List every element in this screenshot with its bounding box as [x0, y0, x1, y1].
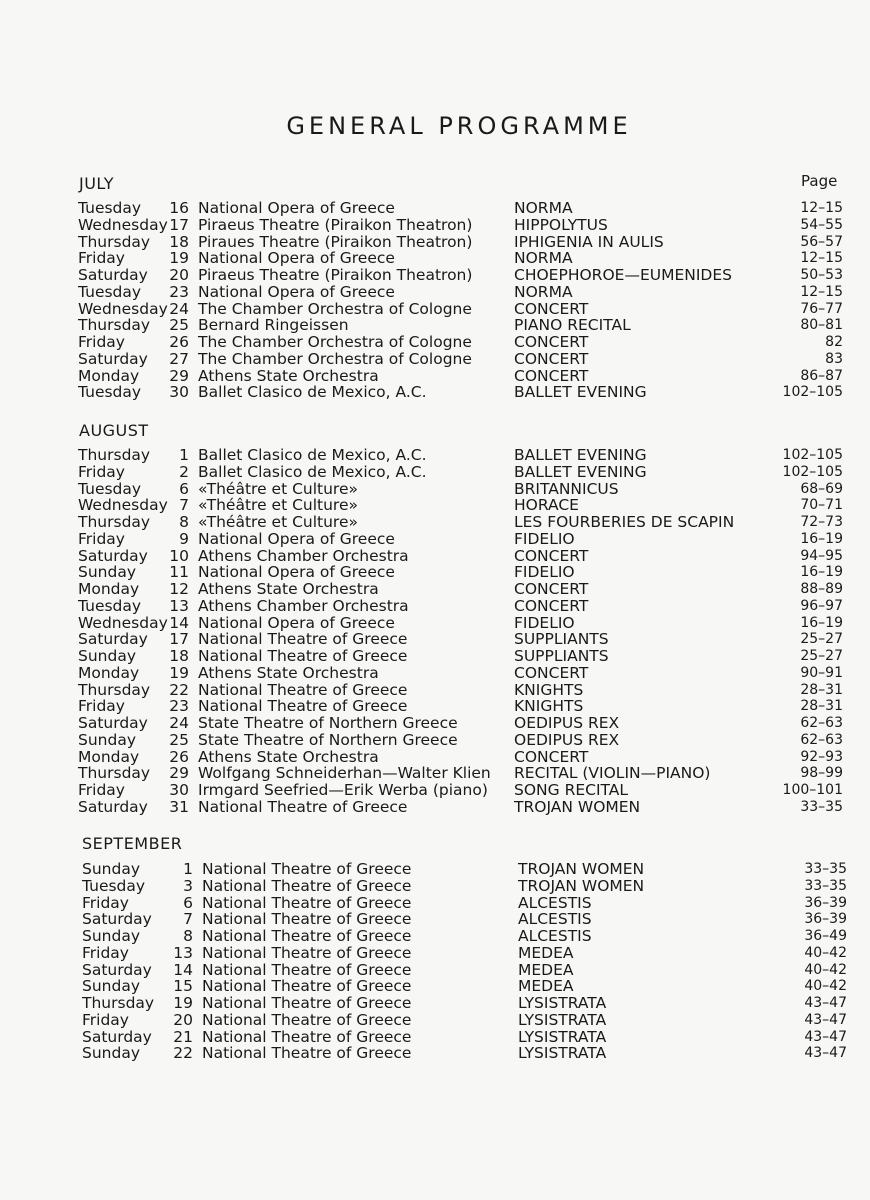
event-venue: Ballet Clasico de Mexico, A.C.: [198, 446, 427, 464]
event-pages: 12–15: [800, 250, 843, 267]
event-row: [78, 464, 848, 481]
event-programme: LYSISTRATA: [518, 1044, 607, 1063]
event-pages: 33–35: [800, 798, 843, 815]
event-programme: CONCERT: [514, 596, 589, 615]
event-day: Tuesday: [78, 199, 142, 217]
event-row: [82, 895, 852, 912]
event-row: [78, 531, 848, 548]
event-pages: 86–87: [800, 367, 843, 384]
event-pages: 12–15: [800, 200, 843, 216]
event-programme: BRITANNICUS: [514, 479, 619, 498]
event-programme: BALLET EVENING: [514, 446, 647, 464]
event-date: 11: [169, 563, 189, 582]
event-pages: 25–27: [800, 631, 843, 648]
event-pages: 16–19: [800, 530, 843, 547]
september-event-list: [82, 861, 852, 1062]
event-venue: National Opera of Greece: [198, 563, 395, 582]
event-venue: National Opera of Greece: [198, 613, 395, 632]
event-pages: 40–42: [804, 961, 847, 978]
event-pages: 40–42: [804, 978, 847, 995]
event-pages: 16–19: [800, 564, 843, 581]
event-pages: 16–19: [800, 614, 843, 631]
event-day: Monday: [78, 580, 140, 598]
event-venue: Athens State Orchestra: [198, 366, 379, 385]
event-venue: Piraeus Theatre (Piraikon Theatron): [198, 266, 473, 284]
event-date: 12: [169, 580, 189, 598]
event-date: 7: [179, 496, 189, 515]
event-programme: CONCERT: [514, 299, 589, 318]
event-venue: Piraeus Theatre (Piraikon Theatron): [198, 215, 473, 234]
event-pages: 72–73: [800, 514, 843, 530]
event-venue: Athens State Orchestra: [198, 747, 379, 766]
event-day: Tuesday: [78, 282, 142, 301]
event-programme: FIDELIO: [514, 613, 575, 632]
event-venue: Athens Chamber Orchestra: [198, 546, 409, 565]
event-row: [78, 514, 848, 531]
event-day: Thursday: [78, 513, 151, 531]
event-row: [82, 962, 852, 979]
event-programme: KNIGHTS: [514, 680, 584, 699]
event-pages: 82: [825, 334, 843, 350]
event-day: Monday: [78, 366, 140, 385]
event-pages: 40–42: [804, 944, 847, 961]
event-programme: FIDELIO: [514, 529, 575, 548]
event-venue: National Theatre of Greece: [198, 630, 408, 649]
event-day: Friday: [82, 893, 129, 912]
event-date: 9: [179, 529, 189, 548]
event-venue: National Theatre of Greece: [202, 876, 412, 895]
event-venue: State Theatre of Northern Greece: [198, 714, 458, 732]
event-venue: National Theatre of Greece: [202, 960, 412, 979]
event-row: [78, 481, 848, 498]
month-heading-september: SEPTEMBER: [82, 834, 183, 853]
event-row: [78, 631, 848, 648]
event-pages: 36–39: [804, 894, 847, 911]
event-day: Thursday: [78, 764, 151, 783]
event-row: [78, 250, 848, 267]
event-venue: «Théâtre et Culture»: [198, 496, 358, 515]
event-venue: Athens Chamber Orchestra: [198, 596, 409, 615]
event-venue: National Theatre of Greece: [202, 1010, 412, 1029]
event-programme: SONG RECITAL: [514, 781, 629, 799]
event-row: [82, 945, 852, 962]
event-venue: The Chamber Orchestra of Cologne: [198, 333, 472, 351]
event-venue: Athens State Orchestra: [198, 663, 379, 682]
event-venue: Ballet Clasico de Mexico, A.C.: [198, 462, 427, 481]
event-day: Sunday: [78, 647, 136, 665]
event-row: [78, 732, 848, 749]
event-row: [82, 978, 852, 995]
event-day: Sunday: [78, 730, 136, 749]
event-date: 30: [169, 383, 189, 402]
event-date: 20: [169, 266, 189, 284]
event-pages: 90–91: [800, 664, 843, 681]
event-programme: HIPPOLYTUS: [514, 215, 608, 234]
event-programme: ALCESTIS: [518, 910, 592, 929]
event-date: 15: [173, 977, 193, 996]
event-pages: 25–27: [800, 648, 843, 664]
event-date: 22: [173, 1044, 193, 1063]
event-day: Saturday: [78, 349, 148, 368]
event-programme: NORMA: [514, 282, 573, 301]
event-date: 31: [169, 797, 189, 816]
event-venue: «Théâtre et Culture»: [198, 513, 358, 531]
event-programme: TROJAN WOMEN: [518, 860, 645, 878]
event-row: [78, 564, 848, 581]
event-venue: «Théâtre et Culture»: [198, 479, 358, 498]
event-date: 1: [183, 860, 193, 878]
event-pages: 43–47: [804, 995, 847, 1011]
event-date: 22: [169, 680, 189, 699]
event-pages: 54–55: [800, 216, 843, 233]
event-date: 27: [169, 349, 189, 368]
event-row: [78, 334, 848, 351]
event-row: [82, 878, 852, 895]
event-day: Tuesday: [78, 596, 142, 615]
event-row: [82, 911, 852, 928]
event-day: Saturday: [82, 1027, 152, 1046]
event-day: Tuesday: [78, 479, 142, 498]
august-event-list: [78, 447, 848, 816]
event-day: Tuesday: [78, 383, 142, 402]
event-pages: 33–35: [804, 861, 847, 877]
event-date: 19: [173, 994, 193, 1012]
event-day: Saturday: [78, 714, 148, 732]
event-programme: CONCERT: [514, 366, 589, 385]
event-date: 13: [173, 943, 193, 962]
event-day: Sunday: [82, 927, 140, 945]
event-date: 30: [169, 781, 189, 799]
event-programme: KNIGHTS: [514, 697, 584, 716]
event-date: 16: [169, 199, 189, 217]
event-pages: 68–69: [800, 480, 843, 497]
event-pages: 94–95: [800, 547, 843, 564]
event-programme: CONCERT: [514, 546, 589, 565]
event-programme: LES FOURBERIES DE SCAPIN: [514, 513, 735, 531]
event-row: [82, 995, 852, 1012]
event-venue: National Theatre of Greece: [198, 797, 408, 816]
event-pages: 62–63: [800, 731, 843, 748]
event-date: 14: [173, 960, 193, 979]
event-day: Saturday: [78, 630, 148, 649]
event-day: Friday: [82, 1010, 129, 1029]
event-venue: National Theatre of Greece: [202, 860, 412, 878]
event-row: [78, 715, 848, 732]
event-day: Tuesday: [82, 876, 146, 895]
event-programme: BALLET EVENING: [514, 462, 647, 481]
event-date: 21: [173, 1027, 193, 1046]
event-pages: 43–47: [804, 1045, 847, 1062]
event-venue: National Theatre of Greece: [202, 893, 412, 912]
event-programme: PIANO RECITAL: [514, 316, 631, 335]
event-date: 18: [169, 647, 189, 665]
event-pages: 28–31: [800, 681, 843, 698]
event-pages: 102–105: [782, 384, 843, 401]
event-programme: CONCERT: [514, 349, 589, 368]
event-row: [78, 581, 848, 598]
event-date: 25: [169, 730, 189, 749]
event-row: [78, 284, 848, 301]
event-pages: 43–47: [804, 1011, 847, 1028]
event-date: 20: [173, 1010, 193, 1029]
event-programme: CHOEPHOROE—EUMENIDES: [514, 266, 732, 284]
event-pages: 80–81: [800, 317, 843, 334]
event-row: [78, 447, 848, 464]
event-venue: Piraues Theatre (Piraikon Theatron): [198, 232, 473, 251]
event-row: [78, 317, 848, 334]
event-programme: NORMA: [514, 199, 573, 217]
event-pages: 12–15: [800, 283, 843, 300]
event-row: [78, 799, 848, 816]
event-date: 14: [169, 613, 189, 632]
event-row: [82, 1012, 852, 1029]
event-venue: Irmgard Seefried—Erik Werba (piano): [198, 781, 488, 799]
event-date: 25: [169, 316, 189, 335]
event-pages: 102–105: [782, 447, 843, 463]
event-day: Friday: [78, 249, 125, 268]
event-day: Saturday: [78, 546, 148, 565]
event-programme: CONCERT: [514, 333, 589, 351]
event-date: 19: [169, 663, 189, 682]
event-pages: 36–49: [804, 928, 847, 944]
event-row: [78, 301, 848, 318]
event-row: [78, 698, 848, 715]
event-row: [78, 665, 848, 682]
event-day: Thursday: [78, 316, 151, 335]
event-date: 23: [169, 282, 189, 301]
event-day: Friday: [78, 697, 125, 716]
event-venue: National Theatre of Greece: [202, 977, 412, 996]
event-programme: SUPPLIANTS: [514, 647, 609, 665]
event-programme: ALCESTIS: [518, 927, 592, 945]
page-title: GENERAL PROGRAMME: [286, 112, 632, 140]
event-venue: The Chamber Orchestra of Cologne: [198, 299, 472, 318]
event-row: [78, 351, 848, 368]
event-pages: 56–57: [800, 233, 843, 250]
event-day: Sunday: [82, 860, 140, 878]
event-row: [78, 267, 848, 284]
event-day: Wednesday: [78, 215, 168, 234]
event-row: [78, 234, 848, 251]
event-date: 26: [169, 333, 189, 351]
event-venue: Ballet Clasico de Mexico, A.C.: [198, 383, 427, 402]
event-date: 24: [169, 714, 189, 732]
event-pages: 70–71: [800, 497, 843, 514]
event-venue: National Theatre of Greece: [198, 647, 408, 665]
page-column-header: Page: [801, 172, 838, 190]
event-day: Sunday: [78, 563, 136, 582]
event-programme: CONCERT: [514, 663, 589, 682]
event-programme: TROJAN WOMEN: [514, 797, 641, 816]
event-day: Thursday: [82, 994, 155, 1012]
event-row: [78, 497, 848, 514]
event-pages: 98–99: [800, 765, 843, 782]
event-day: Saturday: [78, 797, 148, 816]
event-programme: NORMA: [514, 249, 573, 268]
event-row: [82, 928, 852, 945]
event-venue: National Opera of Greece: [198, 282, 395, 301]
event-row: [78, 682, 848, 699]
event-pages: 100–101: [782, 782, 843, 798]
event-pages: 92–93: [800, 748, 843, 765]
event-programme: CONCERT: [514, 747, 589, 766]
event-row: [78, 765, 848, 782]
event-programme: MEDEA: [518, 960, 574, 979]
event-row: [82, 1029, 852, 1046]
event-pages: 50–53: [800, 267, 843, 283]
event-row: [78, 648, 848, 665]
event-row: [78, 615, 848, 632]
event-date: 29: [169, 366, 189, 385]
event-day: Wednesday: [78, 496, 168, 515]
event-programme: LYSISTRATA: [518, 1010, 607, 1029]
event-day: Sunday: [82, 1044, 140, 1063]
event-day: Saturday: [78, 266, 148, 284]
event-date: 10: [169, 546, 189, 565]
event-venue: Wolfgang Schneiderhan—Walter Klien: [198, 764, 491, 783]
event-date: 6: [183, 893, 193, 912]
event-date: 6: [179, 479, 189, 498]
event-day: Saturday: [82, 910, 152, 929]
month-heading-august: AUGUST: [79, 421, 149, 440]
event-date: 24: [169, 299, 189, 318]
event-day: Wednesday: [78, 613, 168, 632]
event-date: 8: [179, 513, 189, 531]
event-venue: National Theatre of Greece: [202, 943, 412, 962]
event-programme: RECITAL (VIOLIN—PIANO): [514, 764, 711, 783]
event-day: Friday: [78, 333, 125, 351]
event-venue: The Chamber Orchestra of Cologne: [198, 349, 472, 368]
event-pages: 88–89: [800, 581, 843, 597]
event-venue: National Theatre of Greece: [202, 994, 412, 1012]
event-programme: SUPPLIANTS: [514, 630, 609, 649]
event-programme: LYSISTRATA: [518, 1027, 607, 1046]
event-date: 3: [183, 876, 193, 895]
event-programme: OEDIPUS REX: [514, 730, 620, 749]
event-date: 19: [169, 249, 189, 268]
event-day: Friday: [82, 943, 129, 962]
event-day: Friday: [78, 529, 125, 548]
event-date: 23: [169, 697, 189, 716]
event-date: 26: [169, 747, 189, 766]
event-date: 29: [169, 764, 189, 783]
event-day: Saturday: [82, 960, 152, 979]
event-row: [78, 368, 848, 385]
event-day: Monday: [78, 663, 140, 682]
event-pages: 36–39: [804, 911, 847, 928]
event-programme: IPHIGENIA IN AULIS: [514, 232, 664, 251]
event-venue: National Theatre of Greece: [202, 1044, 412, 1063]
event-row: [78, 384, 848, 401]
event-row: [82, 861, 852, 878]
event-pages: 28–31: [800, 698, 843, 715]
event-day: Thursday: [78, 680, 151, 699]
july-event-list: [78, 200, 848, 401]
event-programme: TROJAN WOMEN: [518, 876, 645, 895]
event-pages: 83: [825, 350, 843, 367]
event-venue: National Theatre of Greece: [202, 927, 412, 945]
event-day: Monday: [78, 747, 140, 766]
event-day: Sunday: [82, 977, 140, 996]
event-programme: HORACE: [514, 496, 579, 515]
event-programme: BALLET EVENING: [514, 383, 647, 402]
event-pages: 62–63: [800, 715, 843, 731]
month-heading-july: JULY: [79, 174, 114, 193]
event-programme: OEDIPUS REX: [514, 714, 620, 732]
event-day: Wednesday: [78, 299, 168, 318]
event-venue: National Theatre of Greece: [202, 910, 412, 929]
event-date: 7: [183, 910, 193, 929]
event-venue: National Theatre of Greece: [198, 680, 408, 699]
event-row: [78, 217, 848, 234]
event-date: 1: [179, 446, 189, 464]
event-venue: National Opera of Greece: [198, 529, 395, 548]
event-date: 17: [169, 215, 189, 234]
event-venue: Bernard Ringeissen: [198, 316, 349, 335]
event-row: [78, 598, 848, 615]
event-programme: ALCESTIS: [518, 893, 592, 912]
event-row: [78, 749, 848, 766]
event-date: 13: [169, 596, 189, 615]
event-pages: 96–97: [800, 597, 843, 614]
event-venue: State Theatre of Northern Greece: [198, 730, 458, 749]
event-venue: National Opera of Greece: [198, 249, 395, 268]
event-pages: 33–35: [804, 877, 847, 894]
event-date: 18: [169, 232, 189, 251]
event-date: 17: [169, 630, 189, 649]
event-venue: National Opera of Greece: [198, 199, 395, 217]
event-venue: Athens State Orchestra: [198, 580, 379, 598]
event-programme: FIDELIO: [514, 563, 575, 582]
event-programme: MEDEA: [518, 977, 574, 996]
event-day: Friday: [78, 462, 125, 481]
event-pages: 43–47: [804, 1028, 847, 1045]
event-venue: National Theatre of Greece: [198, 697, 408, 716]
event-venue: National Theatre of Greece: [202, 1027, 412, 1046]
event-date: 8: [183, 927, 193, 945]
event-day: Friday: [78, 781, 125, 799]
event-programme: CONCERT: [514, 580, 589, 598]
event-row: [78, 782, 848, 799]
event-day: Thursday: [78, 446, 151, 464]
event-pages: 102–105: [782, 463, 843, 480]
event-pages: 76–77: [800, 300, 843, 317]
event-row: [82, 1045, 852, 1062]
event-programme: MEDEA: [518, 943, 574, 962]
event-date: 2: [179, 462, 189, 481]
event-row: [78, 200, 848, 217]
event-day: Thursday: [78, 232, 151, 251]
event-row: [78, 548, 848, 565]
event-programme: LYSISTRATA: [518, 994, 607, 1012]
